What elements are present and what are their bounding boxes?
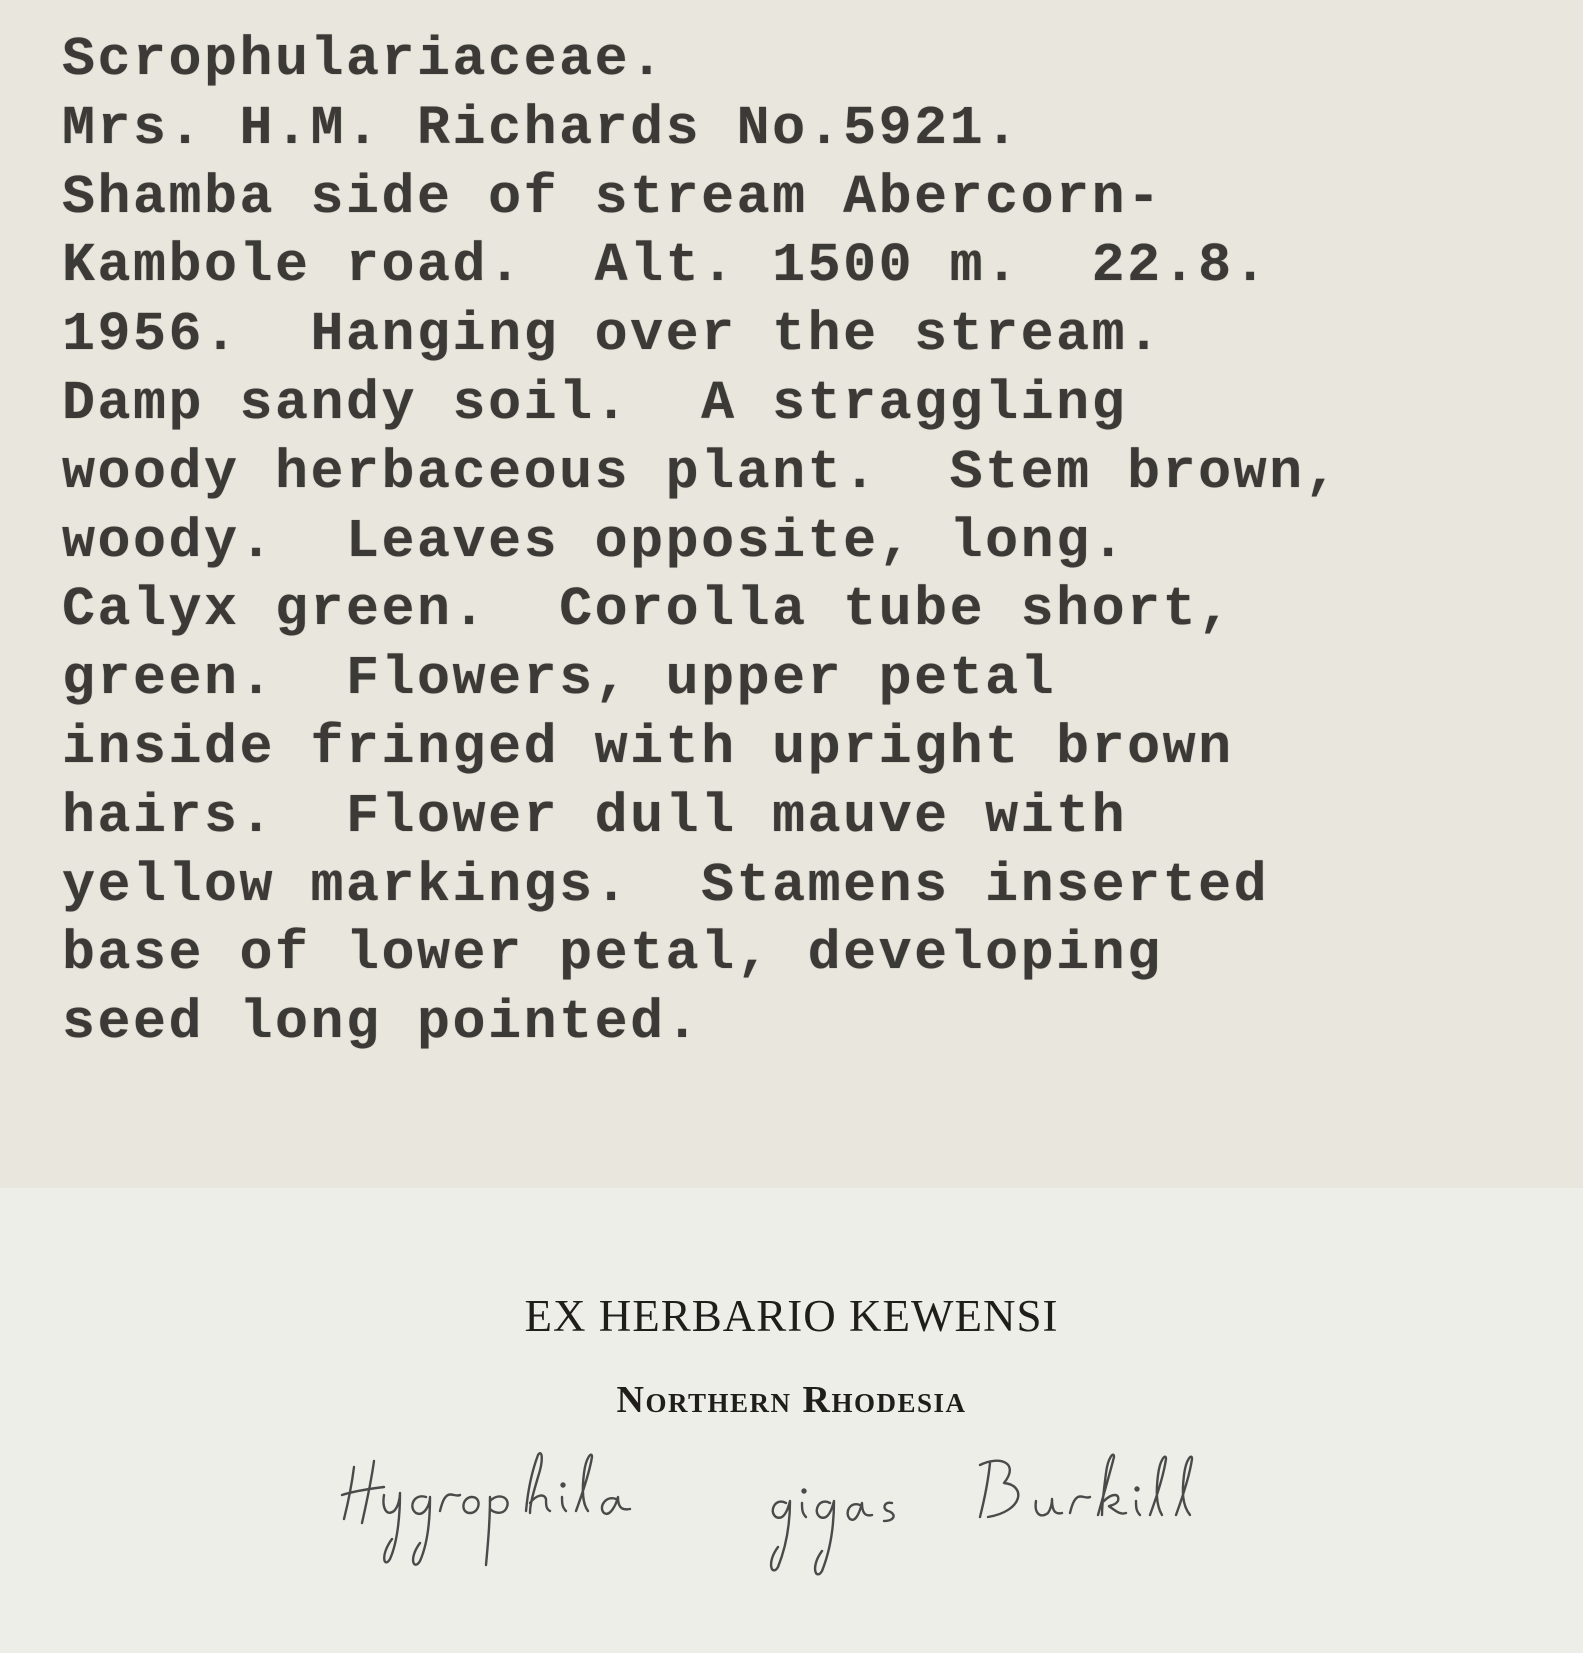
handwritten-determination — [340, 1443, 1320, 1583]
herbarium-name: EX HERBARIO KEWENSI — [524, 1291, 1059, 1341]
typed-line: yellow markings. Stamens inserted — [62, 853, 1270, 917]
typed-line: 1956. Hanging over the stream. — [62, 303, 1163, 367]
typed-line-collector: Mrs. H.M. Richards No.5921. — [62, 96, 1021, 160]
typed-line: Calyx green. Corolla tube short, — [62, 578, 1234, 642]
typed-line: base of lower petal, developing — [62, 922, 1163, 986]
typed-line-family: Scrophulariaceae. — [62, 28, 666, 91]
printed-herbarium-label — [0, 1188, 1583, 1653]
typed-line: hairs. Flower dull mauve with — [62, 784, 1128, 848]
region-name: Northern Rhodesia — [616, 1379, 967, 1421]
typed-line: Shamba side of stream Abercorn- — [62, 165, 1163, 229]
typed-line: seed long pointed. — [62, 991, 702, 1055]
typed-line: inside fringed with upright brown — [62, 715, 1234, 779]
typed-line: green. Flowers, upper petal — [62, 647, 1057, 711]
typed-line: woody. Leaves opposite, long. — [62, 509, 1128, 573]
typed-line: woody herbaceous plant. Stem brown, — [62, 440, 1341, 504]
typed-line: Damp sandy soil. A straggling — [62, 371, 1128, 435]
typed-line: Kambole road. Alt. 1500 m. 22.8. — [62, 234, 1270, 298]
typed-notes — [62, 26, 1340, 1058]
